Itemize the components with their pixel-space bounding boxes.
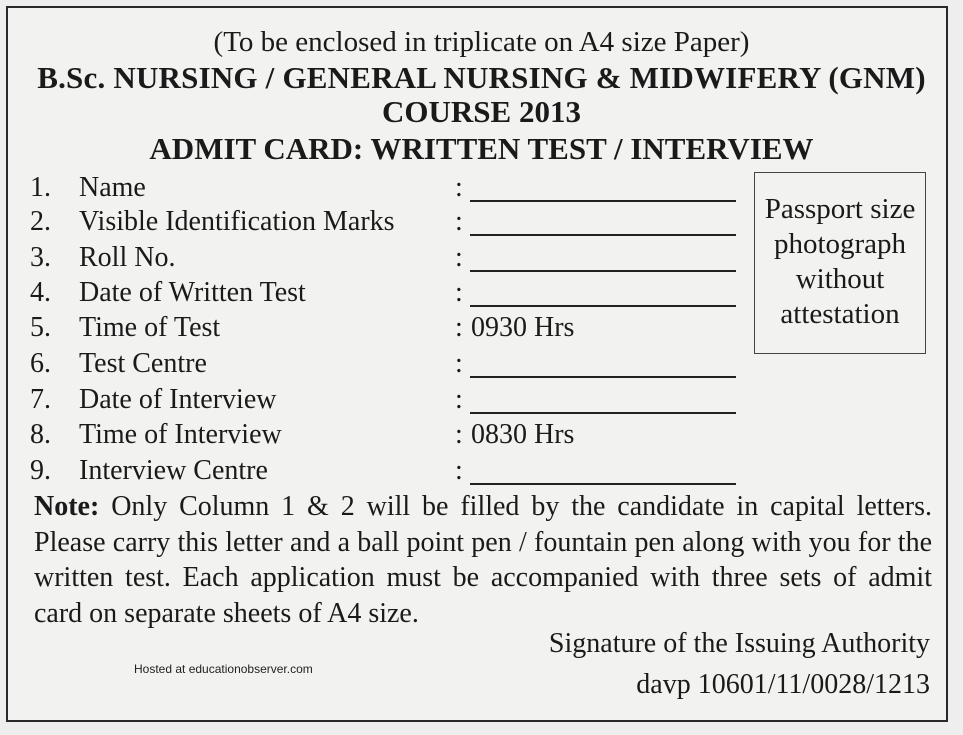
field-row-name (0, 171, 760, 205)
course-year: COURSE 2013 (382, 94, 581, 129)
photo-box-line: photograph (773, 228, 907, 260)
admit-card-title: ADMIT CARD: WRITTEN TEST / INTERVIEW (149, 131, 814, 166)
blank-line (470, 412, 736, 414)
field-colon: : (455, 312, 463, 343)
field-colon: : (455, 384, 463, 415)
photo-box-line: attestation (780, 298, 900, 330)
field-row-test-centre (0, 347, 760, 381)
field-colon: : (455, 242, 463, 273)
field-row-time-of-interview (0, 418, 760, 452)
field-colon: : (455, 172, 463, 203)
field-number: 8. (30, 419, 51, 450)
photo-box (754, 172, 926, 354)
field-label: Name (79, 172, 146, 203)
field-label: Time of Interview (79, 419, 282, 450)
blank-line (470, 270, 736, 272)
signature-line: Signature of the Issuing Authority (548, 628, 930, 659)
blank-line (470, 200, 736, 202)
field-row-time-of-test (0, 311, 760, 345)
field-label: Date of Interview (79, 384, 277, 415)
field-number: 9. (30, 455, 51, 486)
field-label: Test Centre (79, 348, 207, 379)
photo-box-line: Passport size (764, 193, 916, 225)
photo-box-line: without (795, 263, 885, 295)
field-number: 1. (30, 172, 51, 203)
watermark-text: Hosted at educationobserver.com (134, 662, 313, 676)
enclosure-instruction: (To be enclosed in triplicate on A4 size Paper) (213, 26, 750, 58)
course-name: B.Sc. NURSING / GENERAL NURSING & MIDWIFERY (GNM) (37, 60, 926, 95)
blank-line (470, 234, 736, 236)
field-value: 0830 Hrs (471, 419, 575, 450)
field-label: Time of Test (79, 312, 221, 343)
field-number: 5. (30, 312, 51, 343)
field-colon: : (455, 206, 463, 237)
field-number: 3. (30, 242, 51, 273)
field-number: 6. (30, 348, 51, 379)
reference-number: davp 10601/11/0028/1213 (636, 669, 930, 700)
field-number: 7. (30, 384, 51, 415)
note-label: Note: (34, 491, 100, 522)
field-colon: : (455, 348, 463, 379)
field-row-date-written-test (0, 276, 760, 310)
field-colon: : (455, 455, 463, 486)
field-label: Interview Centre (79, 455, 268, 486)
field-label: Roll No. (79, 242, 176, 273)
blank-line (470, 376, 736, 378)
field-label: Date of Written Test (79, 277, 306, 308)
field-number: 2. (30, 206, 51, 237)
field-row-interview-centre (0, 454, 760, 488)
field-row-identification-marks (0, 205, 760, 239)
blank-line (470, 305, 736, 307)
field-row-roll-no (0, 241, 760, 275)
blank-line (470, 483, 736, 485)
note-paragraph (34, 489, 932, 631)
field-colon: : (455, 419, 463, 450)
field-row-date-of-interview (0, 383, 760, 417)
field-label: Visible Identification Marks (79, 206, 395, 237)
field-number: 4. (30, 277, 51, 308)
field-value: 0930 Hrs (471, 312, 575, 343)
field-colon: : (455, 277, 463, 308)
note-text: Only Column 1 & 2 will be filled by the candidate in capital letters. Please carry this letter and a ball point pen / fountain pen along with you for the written test. Each application must be accompanied with three sets of admit card on separate sheets of A4 size. (34, 491, 933, 629)
